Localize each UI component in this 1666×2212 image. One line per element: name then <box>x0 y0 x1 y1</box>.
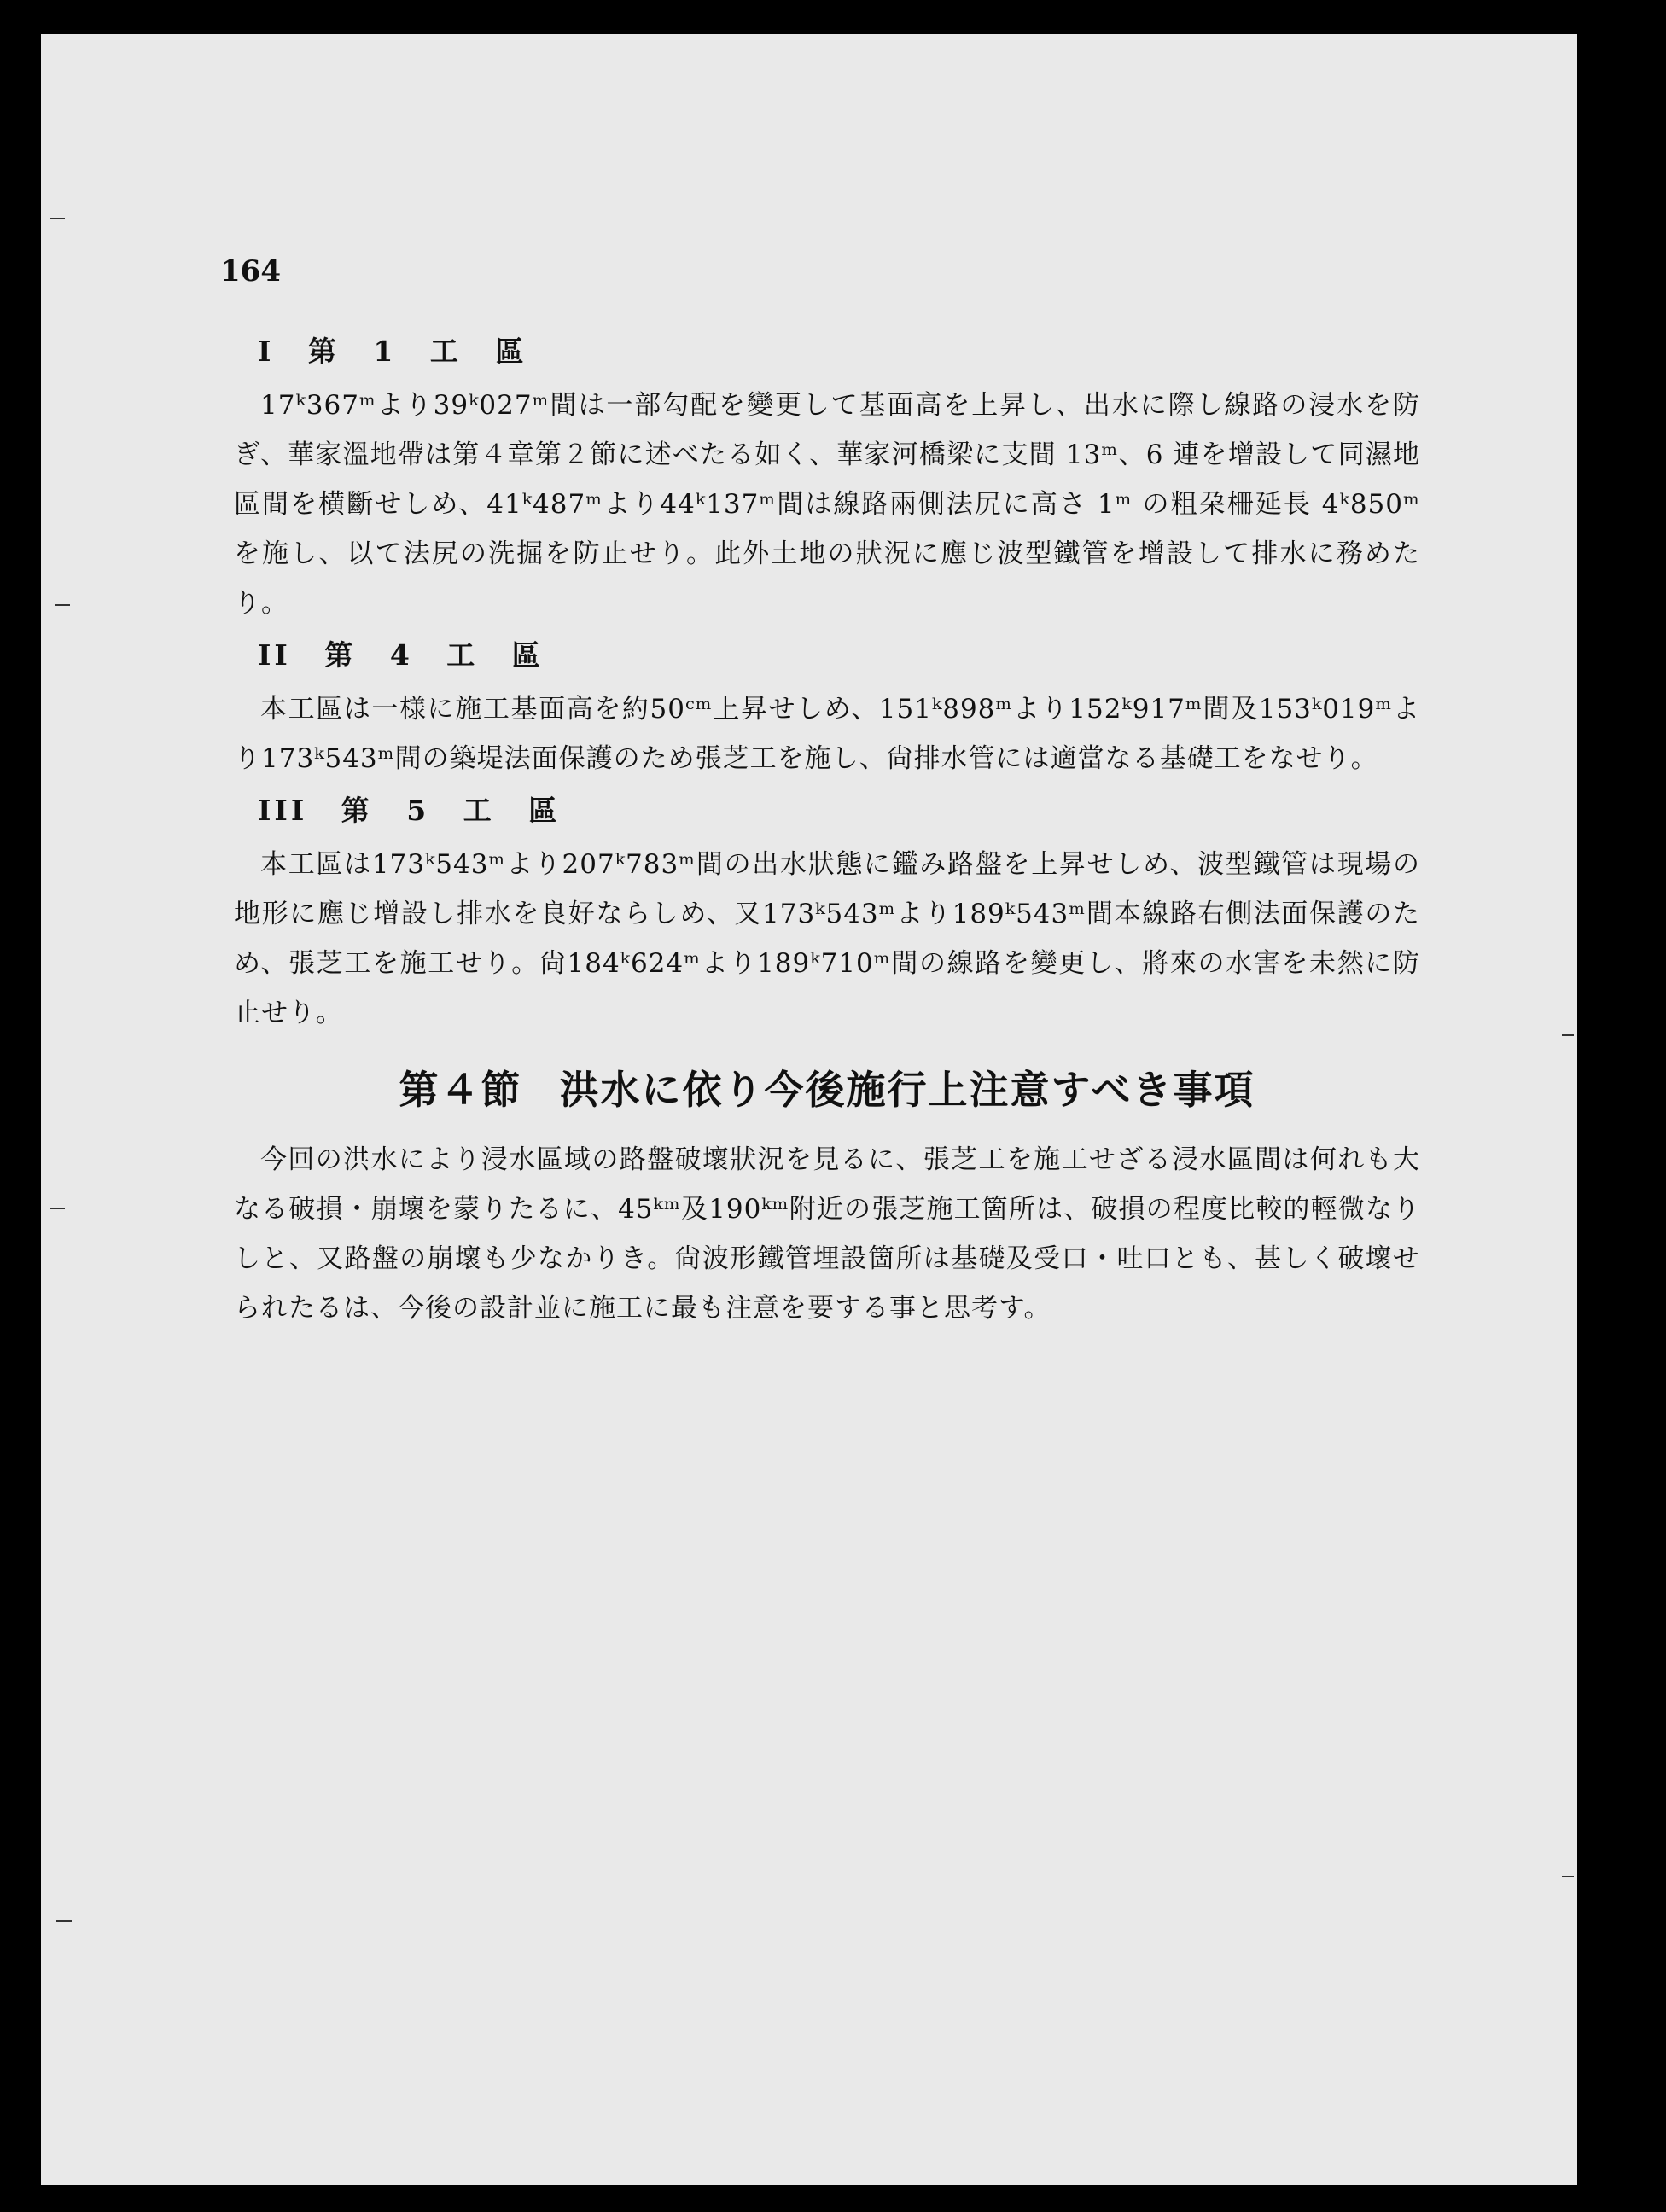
subsection-heading: I 第 1 工 區 <box>258 335 527 368</box>
section-number: 第４節 <box>399 1067 522 1113</box>
scan-mark <box>56 1920 72 1922</box>
scan-mark <box>50 218 65 219</box>
section-title <box>234 1060 1420 1120</box>
scan-mark <box>50 1208 65 1209</box>
scan-mark <box>55 604 70 606</box>
paragraph: 今回の洪水により浸水區域の路盤破壞狀況を見るに、張芝工を施工せざる浸水區間は何れも大なる破損・崩壞を蒙りたるに、45ᵏᵐ及190ᵏᵐ附近の張芝施工箇所は、破損の程度比較的輕微なりしと、又路盤の崩壞も少なかりき。尙波形鐵管埋設箇所は基礎及受口・吐口とも、甚しく破壞せられたるは、今後の設計並に施工に最も注意を要する事と思考す。 <box>234 1144 1420 1324</box>
paragraph: 本工區は173ᵏ543ᵐより207ᵏ783ᵐ間の出水狀態に鑑み路盤を上昇せしめ、波型鐵管は現場の地形に應じ增設し排水を良好ならしめ、又173ᵏ543ᵐより189ᵏ543ᵐ間本線路右側法面保護のため、張芝工を施工せり。尙184ᵏ624ᵐより189ᵏ710ᵐ間の線路を變更し、將來の水害を未然に防止せり。 <box>234 849 1420 1028</box>
paragraph: 本工區は一様に施工基面高を約50ᶜᵐ上昇せしめ、151ᵏ898ᵐより152ᵏ917ᵐ間及153ᵏ019ᵐより173ᵏ543ᵐ間の築堤法面保護のため張芝工を施し、尙排水管には適當なる基礎工をなせり。 <box>234 694 1420 774</box>
subsection-heading: II 第 4 工 區 <box>258 638 544 672</box>
subsection-heading: III 第 5 工 區 <box>258 794 561 827</box>
page-number: 164 <box>220 254 281 288</box>
page-body <box>234 324 1420 1335</box>
scan-mark <box>1562 1034 1574 1036</box>
scan-mark <box>1562 1876 1574 1877</box>
section-title-text: 洪水に依り今後施行上注意すべき事項 <box>559 1067 1255 1113</box>
scanned-page <box>41 34 1577 2185</box>
paragraph: 17ᵏ367ᵐより39ᵏ027ᵐ間は一部勾配を變更して基面高を上昇し、出水に際し線路の浸水を防ぎ、華家溫地帶は第４章第２節に述べたる如く、華家河橋梁に支間 13ᵐ、6 連を增設して同濕地區間を横斷せしめ、41ᵏ487ᵐより44ᵏ137ᵐ間は線路兩側法尻に高さ 1ᵐ の粗朶柵延長 4ᵏ850ᵐ を施し、以て法尻の洗掘を防止せり。此外土地の狀況に應じ波型鐵管を增設して排水に務めたり。 <box>234 390 1420 619</box>
